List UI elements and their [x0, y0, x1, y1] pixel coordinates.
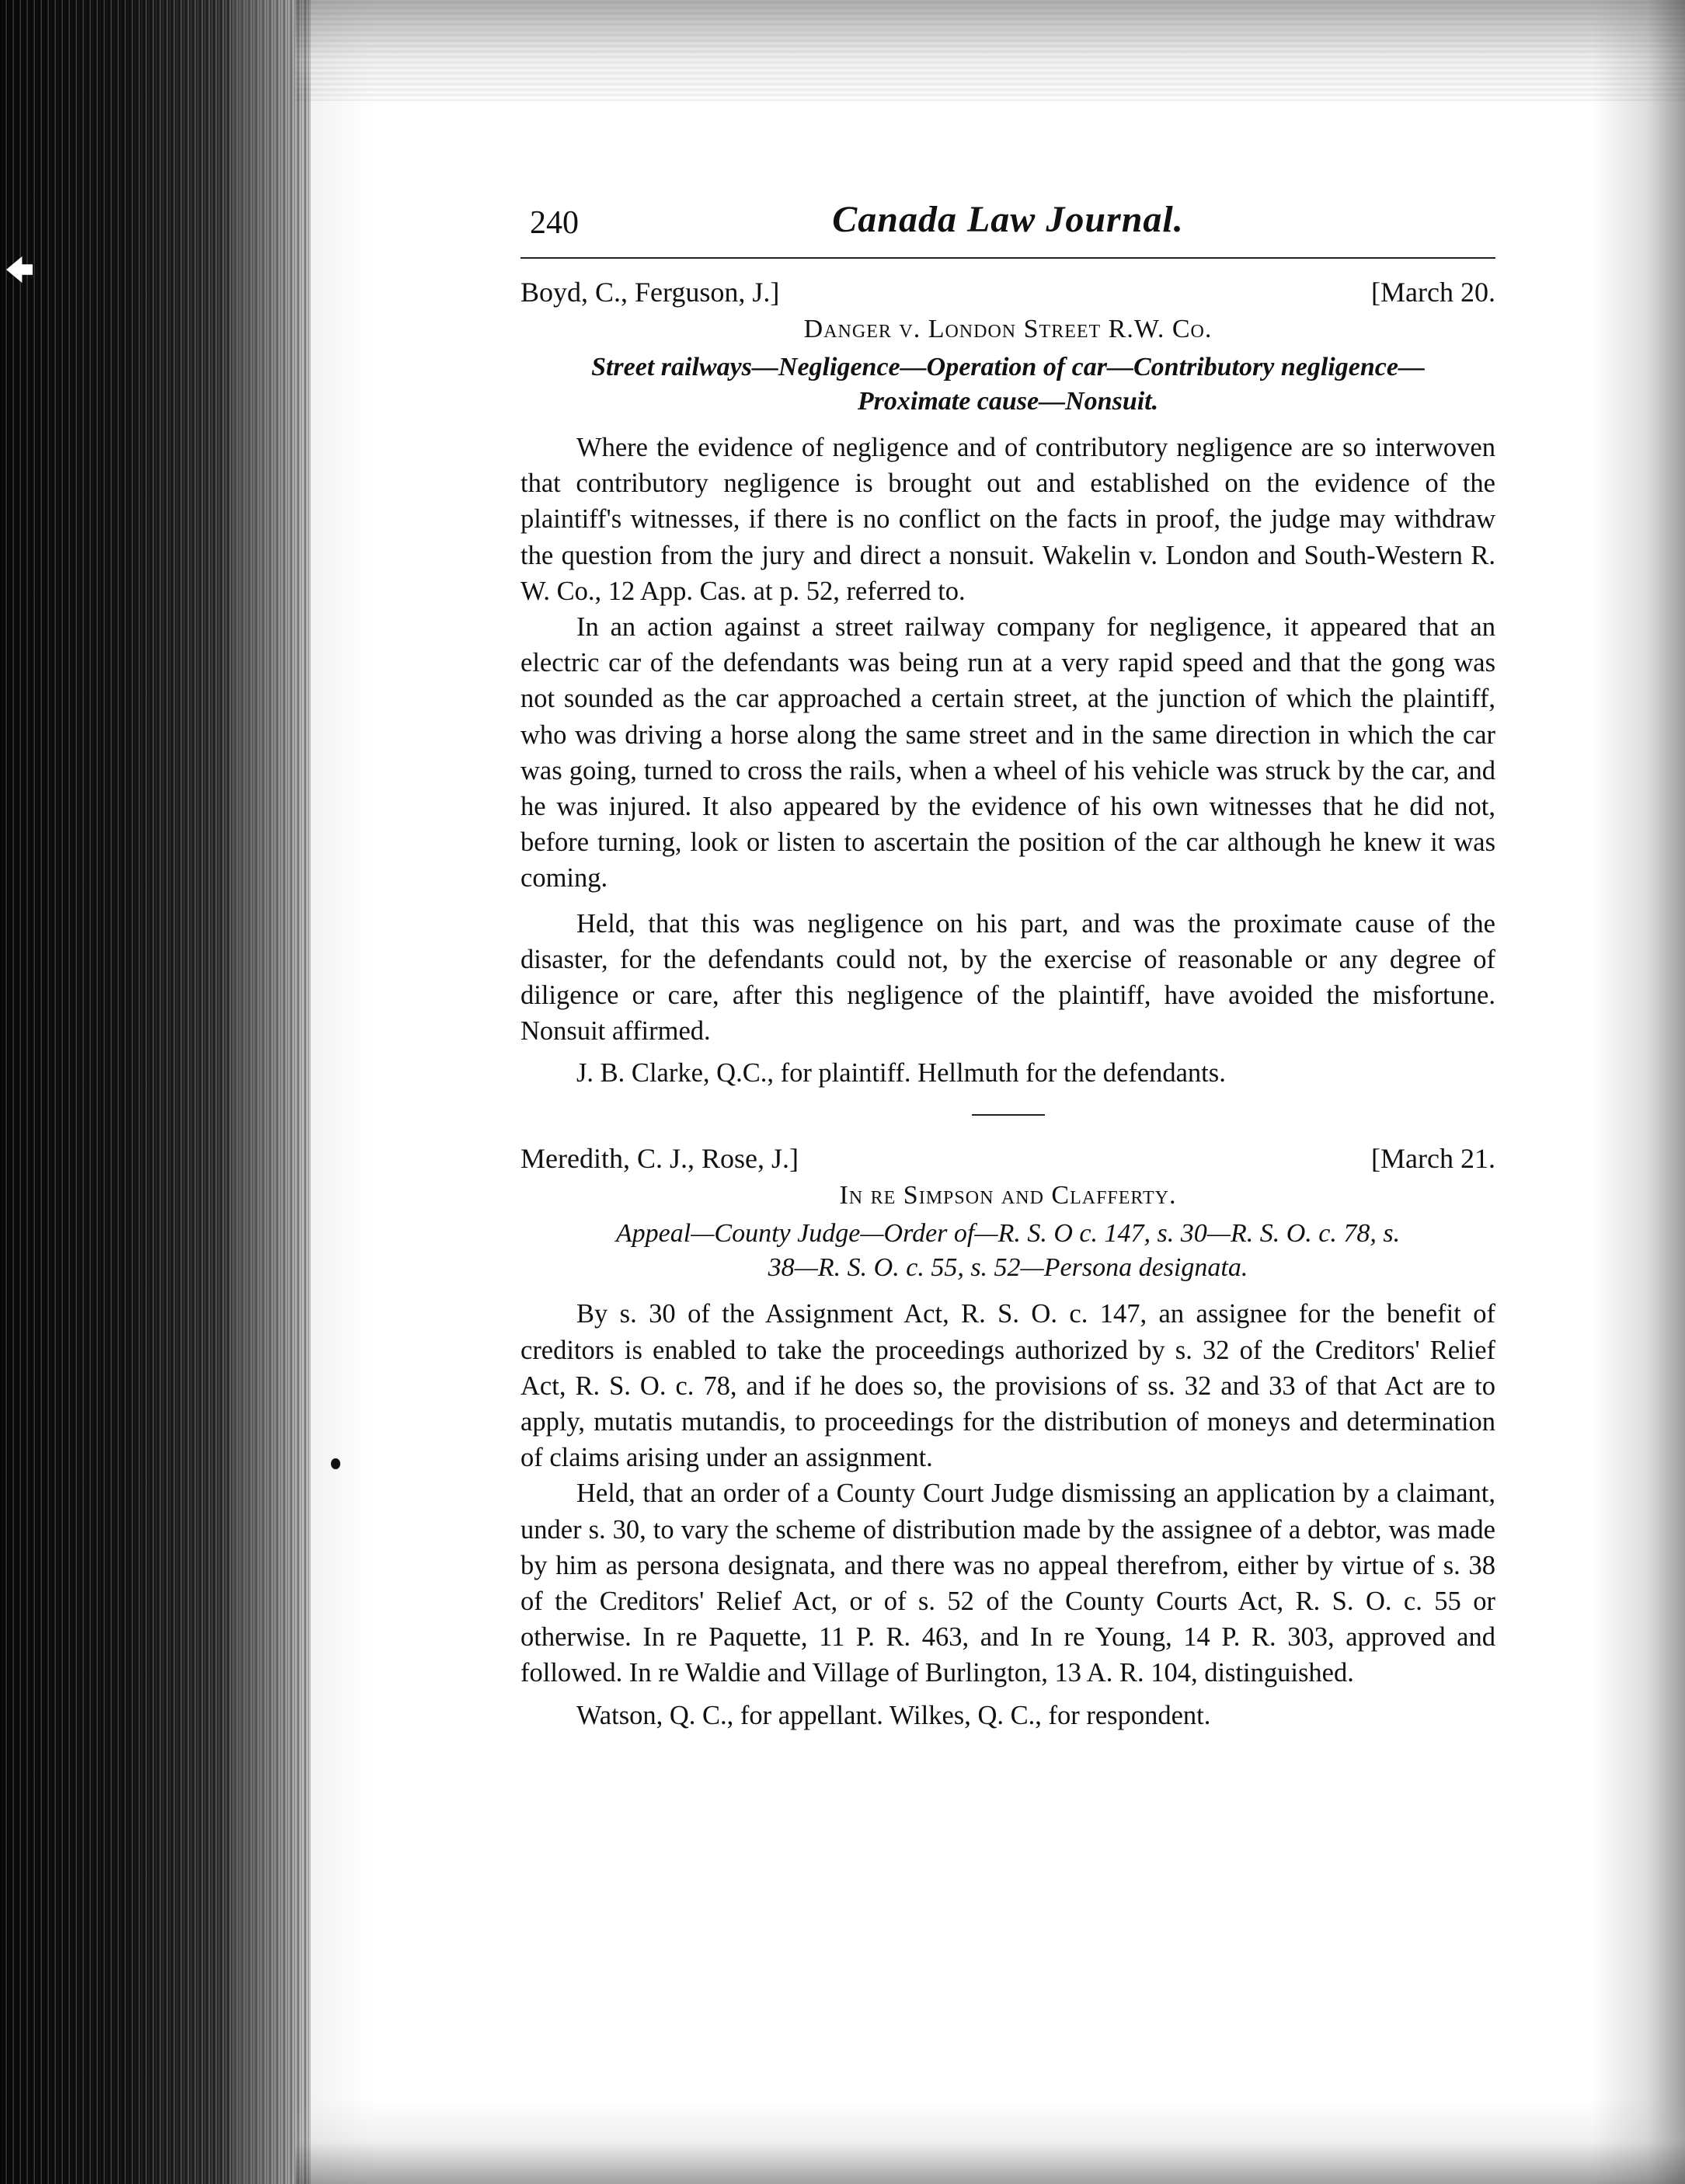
case2-headnote-line2: 38—R. S. O. c. 55, s. 52—Persona designata.: [768, 1253, 1248, 1283]
journal-title: Canada Law Journal.: [832, 199, 1184, 240]
journal-page: [520, 198, 1495, 1733]
case2-headnote: [536, 1217, 1480, 1285]
case1-paragraph-2: In an action against a street railway company for negligence, it appeared that an electric car of the defendants was being run at a very rapid speed and that the gong was not sounded as the car approached a certain street, at the junction of which the plaintiff, who was driving a horse along the same street and in the same direction in which the car was going, turned to cross the rails, when a wheel of his vehicle was struck by the car, and he was injured. It also appeared by the evidence of his own witnesses that he did not, before turning, look or listen to ascertain the position of the car although he knew it was coming.: [520, 612, 1495, 893]
case1-paragraph-3: Held, that this was negligence on his part, and was the proximate cause of the disaster, for the defendants could not, by the exercise of reasonable or any degree of diligence or care, after this negligence of the plaintiff, have avoided the misfortune. Nonsuit affirmed.: [520, 908, 1495, 1047]
case2-title: In re Simpson and Clafferty.: [839, 1181, 1177, 1210]
scan-top-edge: [295, 0, 1685, 101]
case1-paragraph-1: Where the evidence of negligence and of contributory negligence are so interwoven that contributory negligence is brought out and established on the evidence of the plaintiff's witnesses, if there is no conflict on the facts in proof, the judge may withdraw the question from the jury and direct a nonsuit. Wakelin v. London and South-Western R. W. Co., 12 App. Cas. at p. 52, referred to.: [520, 433, 1495, 606]
case1-court-line: [520, 276, 1495, 315]
case1-judges: Boyd, C., Ferguson, J.]: [520, 277, 780, 308]
case2-court-line: [520, 1142, 1495, 1181]
header-rule: [520, 257, 1495, 259]
case1-headnote: [536, 350, 1480, 419]
scan-binding-fade: [233, 0, 373, 2184]
case1-title: Danger v. London Street R.W. Co.: [803, 315, 1213, 343]
case2-judges: Meredith, C. J., Rose, J.]: [520, 1143, 799, 1175]
case1-headnote-line2: Proximate cause—Nonsuit.: [857, 387, 1159, 416]
scan-right-edge: [1592, 0, 1685, 2184]
scan-bottom-edge: [295, 2099, 1685, 2184]
case2-headnote-line1: Appeal—County Judge—Order of—R. S. O c. 147, s. 30—R. S. O. c. 78, s.: [615, 1219, 1401, 1249]
case2-counsel: Watson, Q. C., for appellant. Wilkes, Q. C., for respondent.: [576, 1700, 1211, 1730]
case-separator-rule: [972, 1114, 1045, 1116]
running-head: [520, 198, 1495, 253]
case2-date: [March 21.: [1371, 1143, 1495, 1175]
case1-headnote-line1: Street railways—Negligence—Operation of car—Contributory negligence—: [591, 353, 1425, 381]
case2-paragraph-1: By s. 30 of the Assignment Act, R. S. O. c. 147, an assignee for the benefit of creditors is enabled to take the proceedings authorized by s. 32 of the Creditors' Relief Act, R. S. O. c. 78, and if he does so, the provisions of ss. 32 and 33 of that Act are to apply, mutatis mutandis, to proceedings for the distribution of moneys and determination of claims arising under an assignment.: [520, 1299, 1495, 1473]
margin-dot-mark: [331, 1458, 340, 1469]
case1-date: [March 20.: [1371, 277, 1495, 308]
case2-paragraph-2: Held, that an order of a County Court Judge dismissing an application by a claimant, under s. 30, to vary the scheme of distribution made by the assignee of a debtor, was made by him as persona designata, and there was no appeal therefrom, either by virtue of s. 38 of the Creditors' Relief Act, or of s. 52 of the County Courts Act, R. S. O. c. 55 or otherwise. In re Paquette, 11 P. R. 463, and In re Young, 14 P. R. 303, approved and followed. In re Waldie and Village of Burlington, 13 A. R. 104, distinguished.: [520, 1479, 1495, 1688]
case1-counsel: J. B. Clarke, Q.C., for plaintiff. Hellmuth for the defendants.: [576, 1058, 1226, 1089]
page-number: 240: [530, 205, 579, 241]
